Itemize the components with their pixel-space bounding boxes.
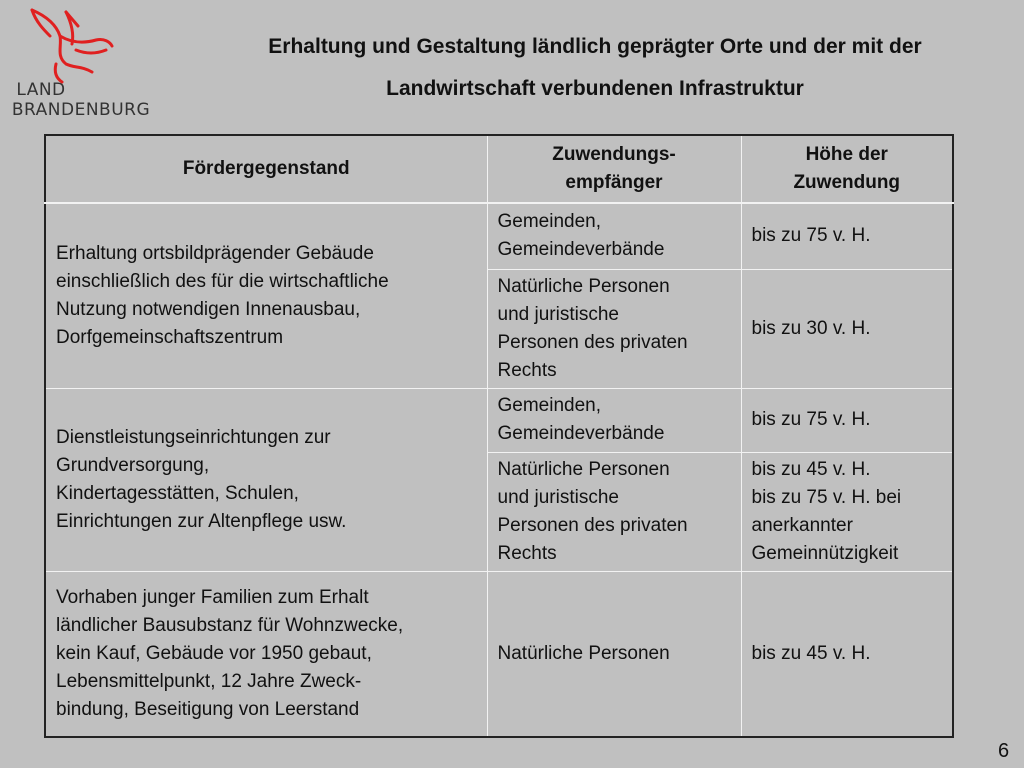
header-recipient: Zuwendungs- empfänger	[487, 135, 741, 203]
header-amount: Höhe der Zuwendung	[741, 135, 953, 203]
page-title	[175, 26, 1015, 110]
subject-cell: Vorhaben junger Familien zum Erhalt ländlicher Bausubstanz für Wohnzwecke, kein Kauf, Gebäude vor 1950 gebaut, Lebensmittelpunkt, 12 Jahre Zweck- bindung, Beseitigung von Leerstand	[45, 571, 487, 737]
red-eagle-icon	[26, 6, 116, 86]
page-title-line1: Erhaltung und Gestaltung ländlich geprägter Orte und der mit der	[268, 35, 922, 58]
recipient-cell: Natürliche Personen und juristische Personen des privaten Rechts	[487, 269, 741, 388]
table-header-row	[45, 135, 953, 203]
land-brandenburg-logo	[8, 6, 158, 124]
page-title-line2: Landwirtschaft verbundenen Infrastruktur	[386, 77, 804, 100]
header-subject: Fördergegenstand	[45, 135, 487, 203]
subject-cell: Erhaltung ortsbildprägender Gebäude einschließlich des für die wirtschaftliche Nutzung notwendigen Innenausbau, Dorfgemeinschaftszentrum	[45, 203, 487, 388]
amount-cell: bis zu 75 v. H.	[741, 388, 953, 452]
amount-cell: bis zu 75 v. H.	[741, 203, 953, 269]
subject-cell: Dienstleistungseinrichtungen zur Grundversorgung, Kindertagesstätten, Schulen, Einrichtungen zur Altenpflege usw.	[45, 388, 487, 571]
logo-text-brandenburg: BRANDENBURG	[11, 100, 151, 120]
amount-cell: bis zu 45 v. H.	[741, 571, 953, 737]
amount-cell: bis zu 30 v. H.	[741, 269, 953, 388]
funding-table	[44, 134, 954, 738]
table-row	[45, 388, 953, 452]
table-row	[45, 203, 953, 269]
page-number: 6	[998, 740, 1010, 762]
amount-cell: bis zu 45 v. H. bis zu 75 v. H. bei anerkannter Gemeinnützigkeit	[741, 452, 953, 571]
recipient-cell: Gemeinden, Gemeindeverbände	[487, 203, 741, 269]
table-row	[45, 571, 953, 737]
logo-text-land: LAND	[16, 80, 66, 100]
recipient-cell: Natürliche Personen und juristische Personen des privaten Rechts	[487, 452, 741, 571]
recipient-cell: Gemeinden, Gemeindeverbände	[487, 388, 741, 452]
recipient-cell: Natürliche Personen	[487, 571, 741, 737]
